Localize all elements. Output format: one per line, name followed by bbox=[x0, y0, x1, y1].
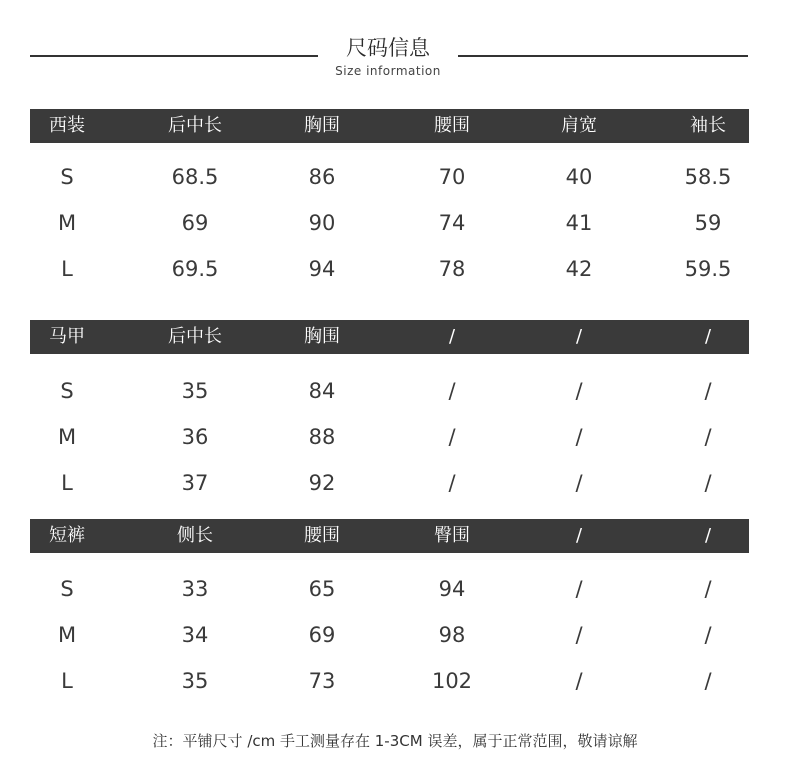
page-subtitle: Size information bbox=[335, 64, 441, 78]
table-cell: 69 bbox=[308, 623, 336, 647]
table-cell: / bbox=[575, 577, 583, 601]
table-cell: / bbox=[575, 471, 583, 495]
table-row bbox=[30, 154, 749, 200]
header-cell: 臀围 bbox=[434, 525, 470, 546]
table-cell: 34 bbox=[181, 623, 209, 647]
table-cell: 33 bbox=[181, 577, 209, 601]
table-cell: 78 bbox=[438, 257, 466, 281]
table-cell: / bbox=[704, 669, 712, 693]
table-cell: 41 bbox=[565, 211, 593, 235]
header-cell: / bbox=[704, 326, 712, 347]
header-cell: 后中长 bbox=[168, 326, 222, 347]
table-cell: M bbox=[57, 623, 77, 647]
table-cell: 84 bbox=[308, 379, 336, 403]
header-cell: / bbox=[575, 525, 583, 546]
table-cell: L bbox=[61, 257, 73, 281]
table-cell: / bbox=[448, 471, 456, 495]
table-cell: 92 bbox=[308, 471, 336, 495]
header-cell: 腰围 bbox=[434, 115, 470, 136]
table-cell: 74 bbox=[438, 211, 466, 235]
table-cell: 59.5 bbox=[684, 257, 732, 281]
title-line-left bbox=[30, 55, 318, 57]
table-cell: / bbox=[704, 425, 712, 449]
table-cell: L bbox=[61, 669, 73, 693]
table-cell: / bbox=[704, 471, 712, 495]
table-cell: 69 bbox=[181, 211, 209, 235]
table-cell: 102 bbox=[431, 669, 473, 693]
table-cell: S bbox=[60, 379, 74, 403]
table-cell: 35 bbox=[181, 669, 209, 693]
table-cell: L bbox=[61, 471, 73, 495]
table-cell: 98 bbox=[438, 623, 466, 647]
table-cell: / bbox=[448, 425, 456, 449]
table-cell: / bbox=[575, 425, 583, 449]
table-cell: 40 bbox=[565, 165, 593, 189]
table-cell: 70 bbox=[438, 165, 466, 189]
table-cell: / bbox=[575, 623, 583, 647]
table-cell: 90 bbox=[308, 211, 336, 235]
table-cell: / bbox=[448, 379, 456, 403]
header-cell: / bbox=[575, 326, 583, 347]
table-cell: / bbox=[704, 577, 712, 601]
table-cell: M bbox=[57, 425, 77, 449]
table-cell: 69.5 bbox=[171, 257, 219, 281]
header-cell: / bbox=[704, 525, 712, 546]
table-row bbox=[30, 414, 749, 460]
header-cell: / bbox=[448, 326, 456, 347]
table-cell: / bbox=[575, 669, 583, 693]
title-line-right bbox=[458, 55, 748, 57]
table-row bbox=[30, 566, 749, 612]
table-cell: 37 bbox=[181, 471, 209, 495]
table-header bbox=[30, 109, 749, 143]
measurement-note: 注：平铺尺寸 /cm 手工测量存在 1-3CM 误差，属于正常范围，敬请谅解 bbox=[152, 732, 638, 750]
table-cell: 65 bbox=[308, 577, 336, 601]
header-cell: 胸围 bbox=[304, 326, 340, 347]
table-row bbox=[30, 200, 749, 246]
header-cell: 袖长 bbox=[690, 115, 726, 136]
table-cell: 94 bbox=[438, 577, 466, 601]
table-row bbox=[30, 368, 749, 414]
table-row bbox=[30, 460, 749, 506]
table-cell: 94 bbox=[308, 257, 336, 281]
table-header bbox=[30, 519, 749, 553]
table-row bbox=[30, 658, 749, 704]
table-cell: 35 bbox=[181, 379, 209, 403]
header-cell: 短裤 bbox=[49, 525, 85, 546]
header-cell: 西装 bbox=[49, 115, 85, 136]
header-cell: 后中长 bbox=[168, 115, 222, 136]
table-cell: 58.5 bbox=[684, 165, 732, 189]
table-cell: 42 bbox=[565, 257, 593, 281]
header-cell: 腰围 bbox=[304, 525, 340, 546]
table-cell: / bbox=[704, 379, 712, 403]
table-cell: / bbox=[575, 379, 583, 403]
table-row bbox=[30, 612, 749, 658]
table-row bbox=[30, 246, 749, 292]
table-cell: 36 bbox=[181, 425, 209, 449]
table-cell: 73 bbox=[308, 669, 336, 693]
header-cell: 马甲 bbox=[49, 326, 85, 347]
header-cell: 胸围 bbox=[304, 115, 340, 136]
table-cell: M bbox=[57, 211, 77, 235]
table-cell: S bbox=[60, 577, 74, 601]
table-cell: S bbox=[60, 165, 74, 189]
header-cell: 侧长 bbox=[177, 525, 213, 546]
table-cell: 88 bbox=[308, 425, 336, 449]
table-cell: 68.5 bbox=[171, 165, 219, 189]
table-cell: 59 bbox=[694, 211, 722, 235]
page-title: 尺码信息 bbox=[346, 36, 430, 60]
table-cell: / bbox=[704, 623, 712, 647]
header-cell: 肩宽 bbox=[561, 115, 597, 136]
table-cell: 86 bbox=[308, 165, 336, 189]
table-header bbox=[30, 320, 749, 354]
